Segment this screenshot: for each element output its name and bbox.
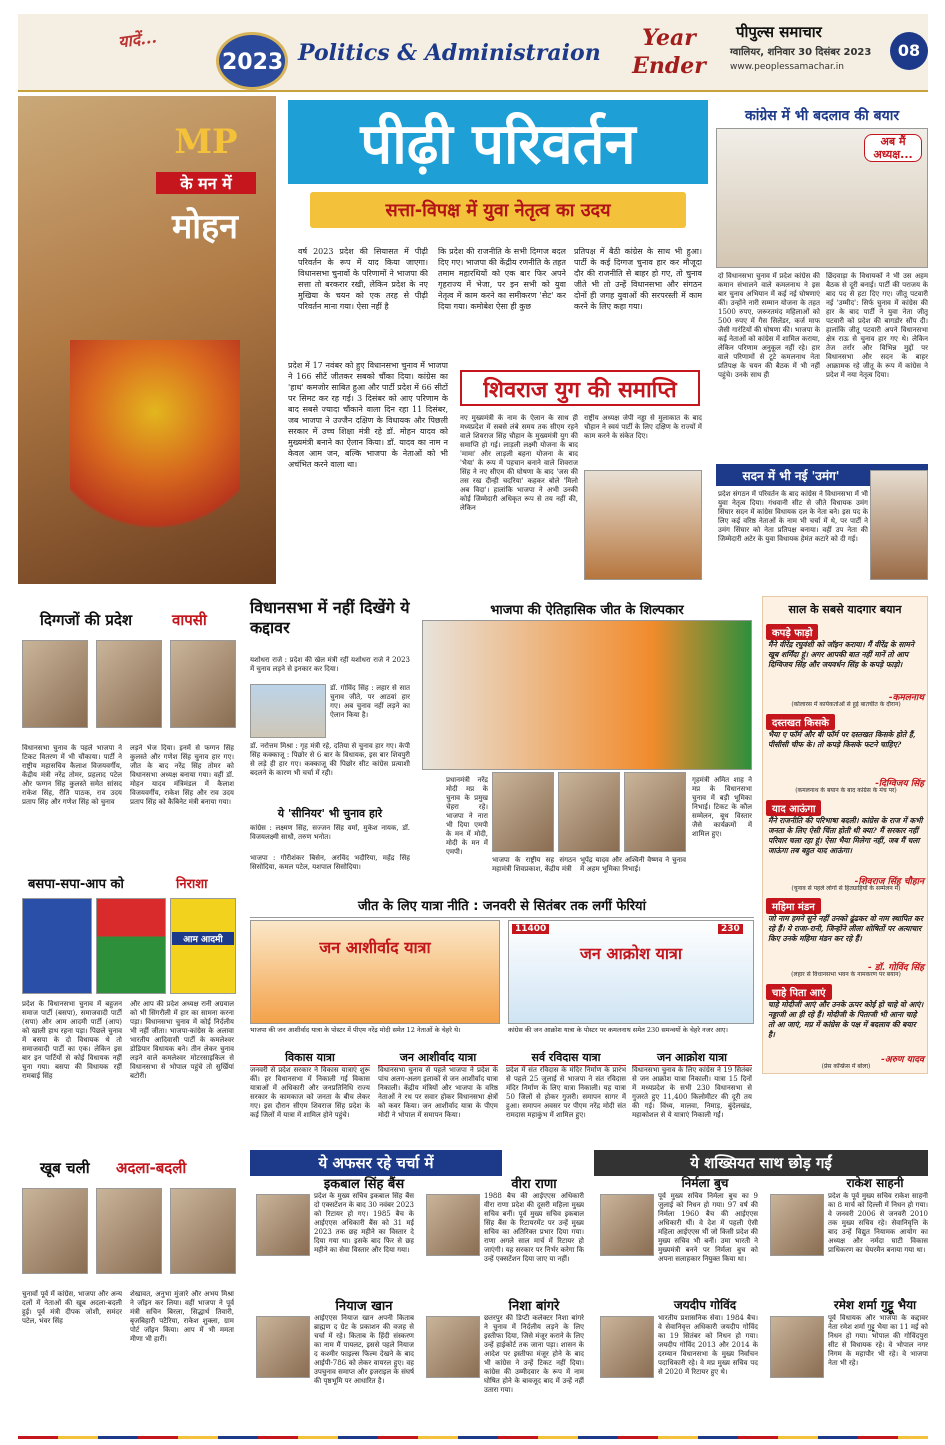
yaad-note: (प्रेस कॉन्फ्रेंस में बोला) (821, 1063, 871, 1070)
adla-text-2: शेखावत, अनुभा मुंजारे और अभय मिश्रा ने जॉइन कर लिया। वहीं भाजपा ने पूर्व मंत्री सचिन बिरला, सिद्धार्थ तिवारी, बृजबिहारी पटैरिया, राकेश शुक्ला, ग्राम पोर्ट जॉइन किया। आप में भी ममता मीणा भी हारीं। (130, 1290, 234, 1343)
bhupendra-photo (558, 772, 620, 852)
congress-col-1: दो विधानसभा चुनाव में प्रदेश कांग्रेस की कमान संभालने वाले कमलनाथ ने इस बार चुनाव अभियान में कई नई घोषणाएं कीं। उन्होंने नारी सम्मान योजना के तहत 1500 रुपए, जरूरतमंद महिलाओं को 500 रुपए में गैस सिलेंडर, कर्ज माफ जैसी गारंटियों की घोषणा की। भाजपा के कई नेताओं को कांग्रेस में शामिल कराया, लेकिन परिणाम अनुकूल नहीं रहे। हार वाले परिणामों से टूटे कमलनाथ नेता प्रतिपक्ष के चयन की बैठक में भी नहीं पहुंचे। उनके साथ ही (718, 272, 820, 379)
yaad-tag: दस्तखत किसके (766, 714, 835, 730)
yaad-tag: चाहे पिता आएं (766, 984, 832, 1000)
bsp-text-1: प्रदेश के विधानसभा चुनाव में बहुजन समाज पार्टी (बसपा), समाजवादी पार्टी (सपा) और आम आदमी पार्टी (आप) को खाली हाथ रहना पड़ा। पिछले चुनाव में बसपा के दो विधायक थे तो समाजवादी पार्टी का एक। लेकिन इस बार इन पार्टियों से कोई विधायक नहीं चुना गया। बसपा की विधायक रहीं रामबाई सिंह (22, 1000, 122, 1080)
vidhansabha-photo (250, 684, 326, 738)
lead-col-3: प्रतिपक्ष में बैठी कांग्रेस के साथ भी हुआ। पार्टी के कई दिग्गज चुनाव हार कर मौजूदा दौर की राजनीति से बाहर हो गए, तो चुनाव जीते भी तो उन्हें विधानसभा और संगठन दोनों ही जगह युवाओं की सरपरस्ती में काम करने के लिए कहा गया। (574, 247, 702, 311)
person-text: पूर्व विधायक और भाजपा के कद्दावर नेता रमेश शर्मा गुट्टू भैया का 11 मई को निधन हो गया। भोपाल की गोविंदपुरा सीट से विधायक रहे। वे भोपाल नगर निगम के महापौर भी रहे। वे भाजपा नेता भी रहे। (828, 1314, 928, 1367)
ke-mann-mein-label: के मन में (156, 172, 256, 194)
yaad-quote: चाहे मोदीजी आएं और उनके ऊपर कोई हो चाहे वो आएं। नड्डाजी आ ही रहे हैं। मोदीजी के पिताजी भी आना चाहे तो आ जाएं, मप्र में कांग्रेस के पक्ष में बदलाव की बयार है। (768, 1000, 924, 1039)
site-url[interactable]: www.peoplessamachar.in (730, 62, 844, 72)
officer-text: 1988 बैच की आईएएस अधिकारी वीरा राणा प्रदेश की दूसरी महिला मुख्य सचिव बनीं। पूर्व मुख्य सचिव इकबाल सिंह बैंस के रिटायरमेंट पर उन्हें मुख्य सचिव का अतिरिक्त प्रभार दिया गया। राणा अगले साल मार्च में रिटायर हो जाएंगी। यह सरकार पर निर्भर करेगा कि उन्हें एक्सटेंशन दिया जाए या नहीं। (484, 1192, 584, 1263)
diggaj-title-b: वापसी (172, 611, 207, 629)
sp-cycle-poster (96, 898, 166, 994)
adla-photo-1 (22, 1188, 88, 1274)
diggaj-photo-3 (170, 640, 236, 728)
yaad-quote: भैया ए फॉर्म और बी फॉर्म पर दस्तखत किसके होते हैं, पीसीसी चीफ के। तो कपड़े किसके फटने चाहिए? (768, 730, 916, 749)
page-headline: पीढ़ी परिवर्तन (360, 112, 636, 177)
shakhsiyat-bar: ये शख्सियत साथ छोड़ गईं (594, 1150, 928, 1176)
bsp-elephant-poster (22, 898, 92, 994)
yaad-quote: जो नाम हमने सुने नहीं उनको ढूंढकर वो नाम स्थापित कर रहे हैं। ये राजा-रानी, जिन्होंने लीला शोषितों पर अत्याचार किए उनके महिमा मंडन कर रहे हैं। (768, 914, 923, 943)
adla-text-1: चुनावों पूर्व में कांग्रेस, भाजपा और अन्य दलों में नेताओं की खूब अदला-बदली हुई। पूर्व मंत्री दीपक जोशी, समंदर पटेल, भंवर सिंह (22, 1290, 122, 1325)
paper-name: पीपुल्स समाचार (736, 23, 822, 41)
akrosh-count-2: 230 (718, 924, 743, 934)
page-number: 08 (890, 32, 928, 70)
officer-name: निशा बांगरे (508, 1299, 560, 1314)
yaad-speaker: -कमलनाथ (888, 693, 924, 703)
year-ender-label: Year Ender (632, 25, 706, 79)
jan-akrosh-poster (508, 920, 754, 1024)
vidhan-text-2: डॉ. गोविंद सिंह : लहार से सात चुनाव जीते, पर आठवां हार गए। अब चुनाव नहीं लड़ने का ऐलान किया है। (330, 684, 410, 719)
person-name: राकेश साहनी (846, 1176, 904, 1190)
adhyaksh-badge: अब मैं अध्यक्ष... (864, 134, 922, 162)
diggaj-text-1: विधानसभा चुनाव के पहले भाजपा ने टिकट वितरण में भी चौंकाया। पार्टी ने राष्ट्रीय महासचिव कैलाश विजयवर्गीय, केंद्रीय मंत्री नरेंद्र तोमर, प्रहलाद पटेल और फग्गन सिंह कुलस्ते समेत सांसद राकेश सिंह, रीति पाठक, राव उदय प्रताप सिंह और गणेश सिंह को चुनाव (22, 744, 122, 806)
subheadline: सत्ता-विपक्ष में युवा नेतृत्व का उदय (385, 200, 611, 221)
yatra-col-title: सर्व रविदास यात्रा (506, 1050, 626, 1066)
person-name: निर्मला बुच (681, 1176, 729, 1190)
lead-col-4: प्रदेश में 17 नवंबर को हुए विधानसभा चुनाव में भाजपा ने 166 सीटें जीतकर सबको चौंका दिया। कांग्रेस का 'हाथ' कमजोर साबित हुआ और पार्टी प्रदेश में 66 सीटों पर सिमट कर रह गई। 3 दिसंबर को आए परिणाम के बाद सबसे ज्यादा चौंकाने वाला दिन रहा 11 दिसंबर, जब भाजपा ने उज्जैन दक्षिण के विधायक और पिछली सरकार में उच्च शिक्षा मंत्री रहे डॉ. मोहन यादव को मुख्यमंत्री बनाने का ऐलान किया। डॉ. यादव का नाम न केवल आम जन, बल्कि भाजपा के नेताओं को भी अचंभित करने वाला था। (288, 361, 448, 469)
officer-photo (426, 1194, 480, 1256)
yaad-quote: मैंने राजनीति की परिभाषा बदली। कांग्रेस के राज में कभी जनता के लिए ऐसी चिंता होती थी क्या? मैं सरकार नहीं परिवार चला रहा हूं। ऐसा भैया मिलेगा नहीं, जब मैं चला जाऊंगा तब बहुत याद आऊंगा। (768, 816, 923, 855)
diggaj-text-2: लड़ने भेज दिया। इनमें से फग्गन सिंह कुलस्ते और गणेश सिंह चुनाव हार गए। जीत के बाद नरेंद्र सिंह तोमर को विधानसभा अध्यक्ष बनाया गया। वहीं डॉ. मोहन यादव मंत्रिमंडल में कैलाश विजयवर्गीय, राकेश सिंह और राव उदय प्रताप सिंह को कैबिनेट मंत्री बनाया गया। (130, 744, 234, 806)
yaad-note: (कोलारस में कार्यकर्ताओं से हुई बातचीत के दौरान) (791, 701, 901, 708)
dateline: ग्वालियर, शनिवार 30 दिसंबर 2023 (730, 47, 872, 58)
person-photo (600, 1194, 654, 1256)
lead-col-2: कि प्रदेश की राजनीति के सभी दिग्गज बदल दिए गए। भाजपा की केंद्रीय रणनीति के तहत तमाम महारथियों को एक बार फिर अपने गृहराज्य में भेजा, पर इन सभी को युवा नेतृत्व में काम करने का समीकरण 'सेट' कर दिया गया। कमोबेश ऐसा ही कुछ (438, 247, 566, 311)
bjp-cap-3: भाजपा के राष्ट्रीय सह संगठन महामंत्री शिवप्रकाश, केंद्रीय मंत्री (492, 856, 576, 873)
yaad-tag: याद आऊंगा (766, 800, 821, 816)
officer-photo (256, 1316, 310, 1378)
adla-photo-2 (96, 1188, 162, 1274)
yaad-title: साल के सबसे यादगार बयान (788, 603, 902, 616)
yaad-tag: महिमा मंडन (766, 898, 821, 914)
aap-poster (170, 898, 236, 994)
person-text: प्रदेश के पूर्व मुख्य सचिव राकेश साहनी का 8 मार्च को दिल्ली में निधन हो गया। वे जनवरी 2006 से जनवरी 2010 तक मुख्य सचिव रहे। सेवानिवृत्ति के बाद उन्हें विद्युत नियामक आयोग का अध्यक्ष और नर्मदा घाटी विकास प्राधिकरण का चेयरमैन बनाया गया था। (828, 1192, 928, 1254)
yatra-col-title: विकास यात्रा (250, 1050, 370, 1066)
shivraj-col-1: नए मुख्यमंत्री के नाम के ऐलान के साथ ही मध्यप्रदेश में सबसे लंबे समय तक सीएम रहने वाले शिवराज सिंह चौहान के मुख्यमंत्री युग की समाप्ति हो गई। लाड़ली लक्ष्मी योजना के बाद 'मामा' और लाड़ली बहना योजना के बाद 'भैया' के रूप में पहचान बनाने वाले शिवराज सिंह ने नए सीएम की घोषणा के बाद 'जस की तस रख दीन्ही चदरिया' कहकर बोले 'मिलो अब विदा'। हालांकि भाजपा ने अभी उनकी कोई जिम्मेदारी अधिकृत रूप से तय नहीं की, लेकिन (460, 414, 578, 512)
bjp-cap-2: गृहमंत्री अमित शाह ने मप्र के विधानसभा चुनाव में बड़ी भूमिका निभाई। टिकट के कौल सम्मेलन, बूथ विस्तार जैसे कार्यक्रमों में शामिल हुए। (692, 776, 752, 838)
vidhan-text-1: यशोधरा राजे : प्रदेश की खेल मंत्री रहीं यशोधरा राजे ने 2023 में चुनाव लड़ने से इनकार कर दिया। (250, 656, 410, 673)
bjp-title: भाजपा की ऐतिहासिक जीत के शिल्पकार (490, 603, 684, 618)
akrosh-count-1: 11400 (512, 924, 549, 934)
bjp-cap-1: प्रधानमंत्री नरेंद्र मोदी मप्र के चुनाव के प्रमुख चेहरा रहे। भाजपा ने नारा भी दिया एमपी के मन में मोदी, मोदी के मन में एमपी। (446, 776, 488, 856)
yatra-col-text: जनवरी से प्रदेश सरकार ने विकास यात्राएं शुरू कीं। हर विधानसभा में निकाली गई विकास यात्राओं में अधिकारी और जनप्रतिनिधि राज्य सरकार के कामकाज को जनता के बीच लेकर गए। इस दौरान सीएम शिवराज सिंह प्रदेश के कई जिलों में यात्रा में शामिल होने पहुंचे। (250, 1066, 370, 1119)
shivraj-col-2: राष्ट्रीय अध्यक्ष जेपी नड्डा से मुलाकात के बाद चौहान ने स्वयं पार्टी के लिए दक्षिण के राज्यों में काम करने के संकेत दिए। (584, 414, 702, 440)
seniors-title: ये 'सीनियर' भी चुनाव हारे (277, 807, 383, 820)
yaad-speaker: - डॉ. गोविंद सिंह (867, 963, 924, 973)
person-name: जयदीप गोविंद (673, 1298, 737, 1312)
person-photo (600, 1316, 654, 1378)
adla-title-b: अदला-बदली (116, 1159, 187, 1177)
person-text: पूर्व मुख्य सचिव निर्मला बुच का 9 जुलाई को निधन हो गया। 97 वर्ष की निर्मला 1960 बैच की आईएएस अधिकारी थीं। वे देश में पहली ऐसी महिला आईएएस थीं जो किसी प्रदेश की मुख्य सचिव भी बनीं। उमा भारती ने मुख्यमंत्री बनने पर निर्मला बुच को अपना सलाहकार नियुक्त किया था। (658, 1192, 758, 1263)
bottom-rule (18, 1436, 928, 1439)
bsp-text-2: और आप की प्रदेश अध्यक्ष रानी अग्रवाल को भी सिंगरौली में हार का सामना करना पड़ा। विधानसभा चुनाव में कोई निर्दलीय भी नहीं जीता। भाजपा-कांग्रेस के अलावा भारतीय आदिवासी पार्टी के कमलेश्वर डोडियार विधायक बने। तीन लेकर चुनाव लड़ने वाले कमलेश्वर मोटरसाइकिल से विधानसभा से भोपाल पहुंचे तो सुर्खियां बटोरीं। (130, 1000, 234, 1080)
adla-photo-3 (170, 1188, 236, 1274)
yaad-speaker: -दिग्विजय सिंह (875, 779, 924, 789)
officer-name: वीरा राणा (511, 1177, 557, 1192)
lead-col-1: वर्ष 2023 प्रदेश की सियासत में पीढ़ी परिवर्तन के रूप में याद किया जाएगा। विधानसभा चुनावों के परिणामों ने भाजपा की सत्ता तो बरकरार रखी, लेकिन प्रदेश के नए मुखिया के चयन को एक तरह से पीढ़ी परिवर्तन माना गया। ऐसा नहीं है (298, 247, 428, 311)
bjp-cap-4: भूपेंद्र यादव और अश्विनी वैष्णव ने चुनाव में अहम भूमिका निभाई। (580, 856, 686, 873)
year-label: 2023 (222, 50, 284, 75)
congress-title: कांग्रेस में भी बदलाव की बयार (744, 108, 900, 124)
yaad-speaker: -शिवराज सिंह चौहान (854, 877, 924, 887)
officers-bar: ये अफसर रहे चर्चा में (250, 1150, 502, 1176)
officer-photo (256, 1194, 310, 1256)
ashwini-photo (624, 772, 686, 852)
vidhan-text-3: डॉ. नरोत्तम मिश्रा : गृह मंत्री रहे, दतिया से चुनाव हार गए। केपी सिंह कक्काजू : पिछोर से 6 बार के विधायक, इस बार शिवपुरी से लड़े ही हार गए। कक्काजू की पिछोर सीट कांग्रेस प्रत्याशी बदलने के कारण भी चर्चा में रही। (250, 742, 410, 777)
mp-label: MP (174, 122, 238, 162)
yaad-speaker: -अरुण यादव (881, 1055, 924, 1065)
officer-name: नियाज खान (335, 1299, 393, 1314)
seniors-congress: कांग्रेस : लक्ष्मण सिंह, सज्जन सिंह वर्मा, मुकेश नायक, डॉ. विजयलक्ष्मी साधौ, तरुण भनोत। (250, 824, 410, 841)
officer-text: छतरपुर की डिप्टी कलेक्टर निशा बांगरे ने चुनाव में निर्दलीय लड़ने के लिए इस्तीफा दिया, जिसे मंजूर कराने के लिए उन्हें हाईकोर्ट तक जाना पड़ा। शासन के आदेश पर इस्तीफा मंजूर होने के बाद भी कांग्रेस ने उन्हें टिकट नहीं दिया। कांग्रेस की उम्मीदवार के रूप में नाम घोषित होने के बावजूद बाद में उन्हें नहीं उतारा गया। (484, 1314, 584, 1394)
section-title: Politics & Administraion (298, 40, 601, 66)
yatra-col-title: जन आशीर्वाद यात्रा (378, 1050, 498, 1066)
person-text: भारतीय प्रशासनिक सेवा। 1984 बैच। वे सेवानिवृत्त अधिकारी जयदीप गोविंद का 19 सितंबर को निधन हो गया। जयदीप गोविंद 2013 और 2014 के दरम्यान विधानसभा के मुख्य निर्वाचन पदाधिकारी रहे। वे मप्र मुख्य सचिव पद से 2020 में रिटायर हुए थे। (658, 1314, 758, 1376)
yatra-col-text: विधानसभा चुनाव से पहले भाजपा ने प्रदेश के पांच अलग-अलग इलाकों से जन आशीर्वाद यात्रा निकाली। केंद्रीय मंत्रियों और भाजपा के वरिष्ठ नेताओं ने रथ पर सवार होकर विधानसभा क्षेत्रों को कवर किया। जन आशीर्वाद यात्रा के पीएम मोदी ने भोपाल में समापन किया। (378, 1066, 498, 1119)
yaadein-label: यादें... (116, 27, 158, 52)
person-name: रमेश शर्मा गुट्टू भैया (833, 1298, 917, 1312)
umang-title: सदन में भी नई 'उमंग' (742, 469, 840, 483)
yaad-note: (चुनाव से पहले लोगों से हितग्राहियों के सम्मेलन में) (791, 885, 901, 892)
yaad-quote: मैंने वीरेंद्र रघुवंशी को जॉइन कराया। मैं वीरेंद्र के सामने खूब शर्मिंदा हूं। अगर आपकी बात नहीं मानें तो आप दिग्विजय सिंह और जयवर्धन सिंह के कपड़े फाड़ो। (768, 640, 915, 669)
shivraj-photo (584, 470, 702, 580)
shivraj-title: शिवराज युग की समाप्ति (483, 378, 677, 403)
akrosh-banner: जन आक्रोश यात्रा (580, 944, 682, 963)
yatra-col-text: विधानसभा चुनाव के लिए कांग्रेस ने 19 सितंबर से जन आक्रोश यात्रा निकाली। यात्रा 15 दिनों में मध्यप्रदेश के सभी 230 विधानसभा से गुजरते हुए 11,400 किलोमीटर की दूरी तय की गई। विंध्य, मालवा, निमाड़, बुंदेलखंड, महाकोशल से ये यात्राएं निकाली गईं। (632, 1066, 752, 1119)
shivprakash-photo (492, 772, 554, 852)
yatra-col-text: प्रदेश में संत रविदास के मंदिर निर्माण के प्रारंभ से पहले 25 जुलाई से भाजपा ने संत रविदास मंदिर निर्माण के लिए यात्रा निकाली। यह यात्रा 50 जिलों से होकर गुजरी। समापन सागर में हुआ। समापन अवसर पर पीएम नरेंद्र मोदी संत रामदास महाकुंभ में शामिल हुए। (506, 1066, 626, 1119)
garland-illustration (70, 340, 240, 580)
officer-text: आईएएस नियाज खान अपनी किताब ब्राह्मण द ग्रेट के प्रकाशन की वजह से चर्चा में रहे। किताब के हिंदी संस्करण का नाम मैं पायलट, इससे पहले नियाज द कश्मीर फाइल्स फिल्म देखने के बाद आईपी-786 को लेकर वायरल हुए। वह उपचुनाव समाप्त और इजराइल के संघर्ष की पृष्ठभूमि पर आधारित है। (314, 1314, 414, 1385)
mohan-label: मोहन (171, 207, 239, 247)
yatra-title: जीत के लिए यात्रा नीति : जनवरी से सितंबर तक लगीं फेरियां (250, 896, 754, 918)
umang-text: प्रदेश संगठन में परिवर्तन के बाद कांग्रेस ने विधानसभा में भी युवा नेतृत्व दिया। गंधवानी सीट से जीते विधायक उमंग सिंघार सदन में कांग्रेस विधायक दल के नेता बने। इस पद के लिए कई वरिष्ठ नेताओं के नाम भी चर्चा में थे, पर पार्टी ने उमंग सिंघार को नेता प्रतिपक्ष बनाया। वहीं उप नेता की जिम्मेदारी अटेर के युवा विधायक हेमंत कटारे को दी गई। (718, 490, 868, 543)
person-photo (770, 1316, 824, 1378)
bsp-title-b: निराशा (176, 877, 208, 892)
congress-col-2: छिंदवाड़ा के विधायकों ने भी उस अहम बैठक से दूरी बनाई। पार्टी की पराजय के बाद पद से हटा दिए गए। जीतू पटवारी नई 'उम्मीद': सिर्फ चुनाव में कांग्रेस की हार के बाद पार्टी ने युवा नेता जीतू पटवारी को प्रदेश की बागडोर सौंप दी। हालांकि जीतू पटवारी अपने विधानसभा क्षेत्र राऊ से चुनाव हार गए थे। लेकिन तेज तर्रार और विभिन्न मुद्दों पर विधानसभा और सदन के बाहर आक्रामक रहे जीतू के रूप में कांग्रेस ने प्रदेश में नया नेतृत्व दिया। (826, 272, 928, 379)
masthead (18, 14, 928, 92)
bsp-title-a: बसपा-सपा-आप को (28, 877, 124, 892)
yaad-note: (लहार से विधानसभा भवन के नामकरण पर बयान) (791, 971, 901, 978)
diggaj-title-a: दिग्गजों की प्रदेश (40, 611, 133, 629)
yatra-cap-left: भाजपा की जन आशीर्वाद यात्रा के पोस्टर में पीएम नरेंद्र मोदी समेत 12 नेताओं के चेहरे थे। (250, 1026, 461, 1034)
umang-photo (870, 470, 928, 580)
yaad-note: (कमलनाथ के बयान के बाद कांग्रेस के मंच पर) (795, 787, 897, 794)
diggaj-photo-2 (96, 640, 162, 728)
yatra-col-title: जन आक्रोश यात्रा (632, 1050, 752, 1066)
jan-ashirwad-banner: जन आशीर्वाद यात्रा (319, 938, 431, 957)
aap-poster-text: आम आदमी (172, 932, 234, 945)
officer-name: इकबाल सिंह बैंस (323, 1177, 405, 1192)
yaad-tag: कपड़े फाड़ो (766, 624, 818, 640)
seniors-bjp: भाजपा : गौरीशंकर बिसेन, अरविंद भदौरिया, महेंद्र सिंह सिसोदिया, कमल पटेल, यशपाल सिसोदिया। (250, 854, 410, 871)
officer-photo (426, 1316, 480, 1378)
vidhan-title: विधानसभा में नहीं दिखेंगे ये कद्दावर (250, 598, 410, 637)
person-photo (770, 1194, 824, 1256)
yatra-cap-right: कांग्रेस की जन आक्रोश यात्रा के पोस्टर पर कमलनाथ समेत 230 समन्वयों के चेहरे नजर आए। (508, 1026, 728, 1034)
modi-shah-photo (422, 620, 752, 770)
adla-title-a: खूब चली (40, 1159, 90, 1177)
officer-text: प्रदेश के मुख्य सचिव इकबाल सिंह बैंस दो एक्सटेंशन के बाद 30 नवंबर 2023 को रिटायर हो गए। 1985 बैच के आईएएस अधिकारी बैंस को 31 मई 2023 तक छह महीने का विस्तार दे दिया गया था। इसके बाद फिर से छह महीने का सेवा विस्तार और दिया गया। (314, 1192, 414, 1254)
diggaj-photo-1 (22, 640, 88, 728)
